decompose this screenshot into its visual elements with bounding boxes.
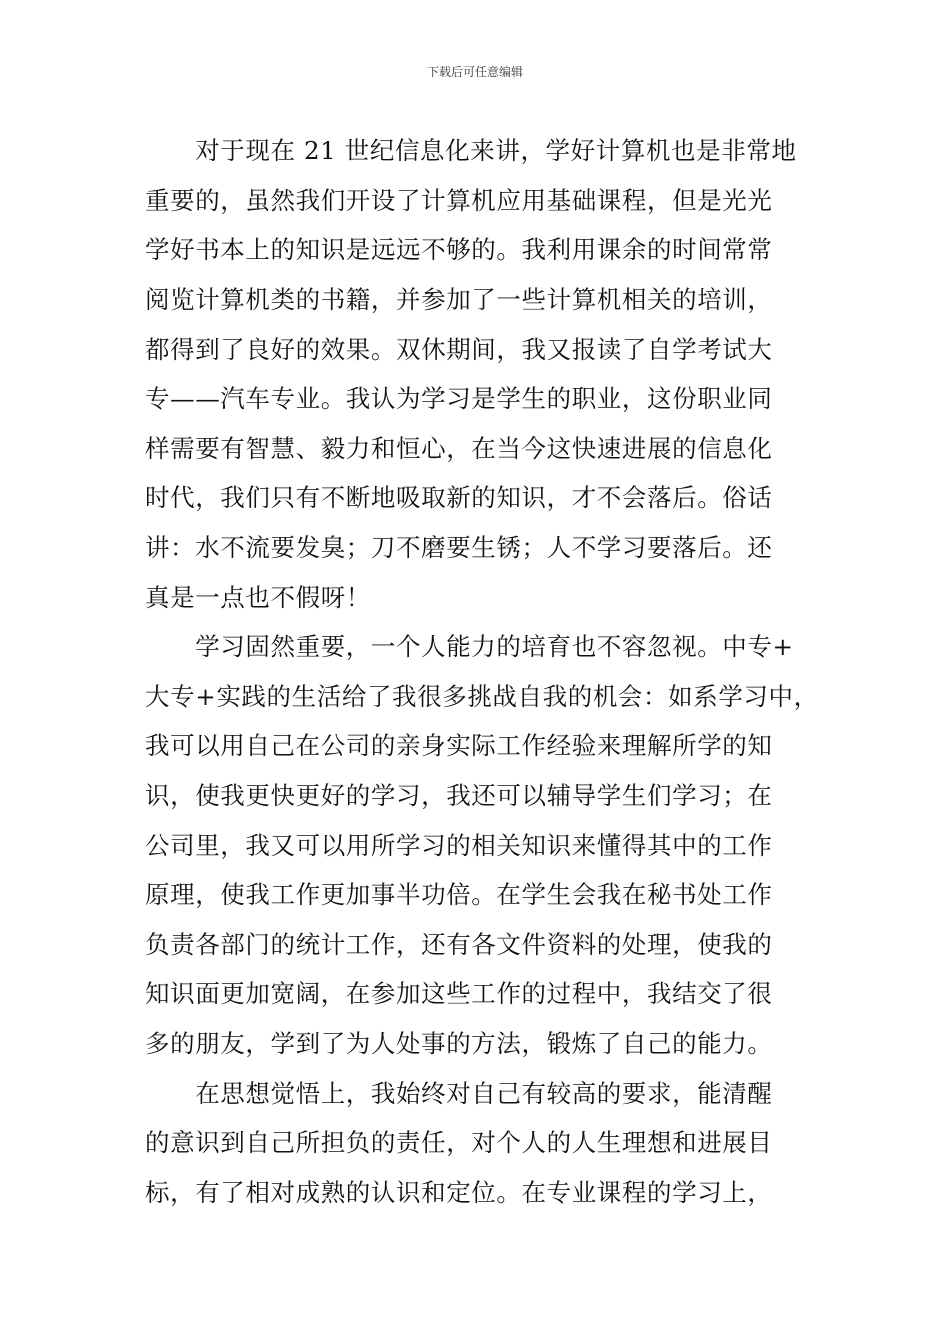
text-line: 标，有了相对成熟的认识和定位。在专业课程的学习上， <box>145 1178 773 1207</box>
text-line: 公司里，我又可以用所学习的相关知识来懂得其中的工作 <box>145 831 773 860</box>
text-line: 阅览计算机类的书籍，并参加了一些计算机相关的培训， <box>145 285 773 314</box>
text-line: 原理，使我工作更加事半功倍。在学生会我在秘书处工作 <box>145 880 773 909</box>
text-line: 讲：水不流要发臭；刀不磨要生锈；人不学习要落后。还 <box>145 533 773 562</box>
text-line: 知识面更加宽阔，在参加这些工作的过程中，我结交了很 <box>145 979 773 1008</box>
text-line: 专——汽车专业。我认为学习是学生的职业，这份职业同 <box>145 384 773 413</box>
page-header: 下载后可任意编辑 <box>426 65 523 79</box>
text-line: 在思想觉悟上，我始终对自己有较高的要求，能清醒 <box>145 1079 773 1108</box>
text-line: 样需要有智慧、毅力和恒心，在当今这快速进展的信息化 <box>145 434 773 463</box>
text-line: 时代，我们只有不断地吸取新的知识，才不会落后。俗话 <box>145 483 773 512</box>
text-line: 识，使我更快更好的学习，我还可以辅导学生们学习；在 <box>145 781 773 810</box>
text-line: 真是一点也不假呀！ <box>145 583 371 612</box>
text-line: 都得到了良好的效果。双休期间，我又报读了自学考试大 <box>145 335 773 364</box>
text-line: 我可以用自己在公司的亲身实际工作经验来理解所学的知 <box>145 731 773 760</box>
text-line: 大专+实践的生活给了我很多挑战自我的机会：如系学习中， <box>145 682 819 711</box>
text-line: 学习固然重要，一个人能力的培育也不容忽视。中专+ <box>145 632 794 661</box>
text-line: 多的朋友，学到了为人处事的方法，锻炼了自己的能力。 <box>145 1029 773 1058</box>
text-line: 对于现在 21 世纪信息化来讲，学好计算机也是非常地 <box>145 136 797 165</box>
text-line: 的意识到自己所担负的责任，对个人的人生理想和进展目 <box>145 1128 773 1157</box>
text-line: 学好书本上的知识是远远不够的。我利用课余的时间常常 <box>145 235 773 264</box>
text-line: 重要的，虽然我们开设了计算机应用基础课程，但是光光 <box>145 186 773 215</box>
text-line: 负责各部门的统计工作，还有各文件资料的处理，使我的 <box>145 930 773 959</box>
